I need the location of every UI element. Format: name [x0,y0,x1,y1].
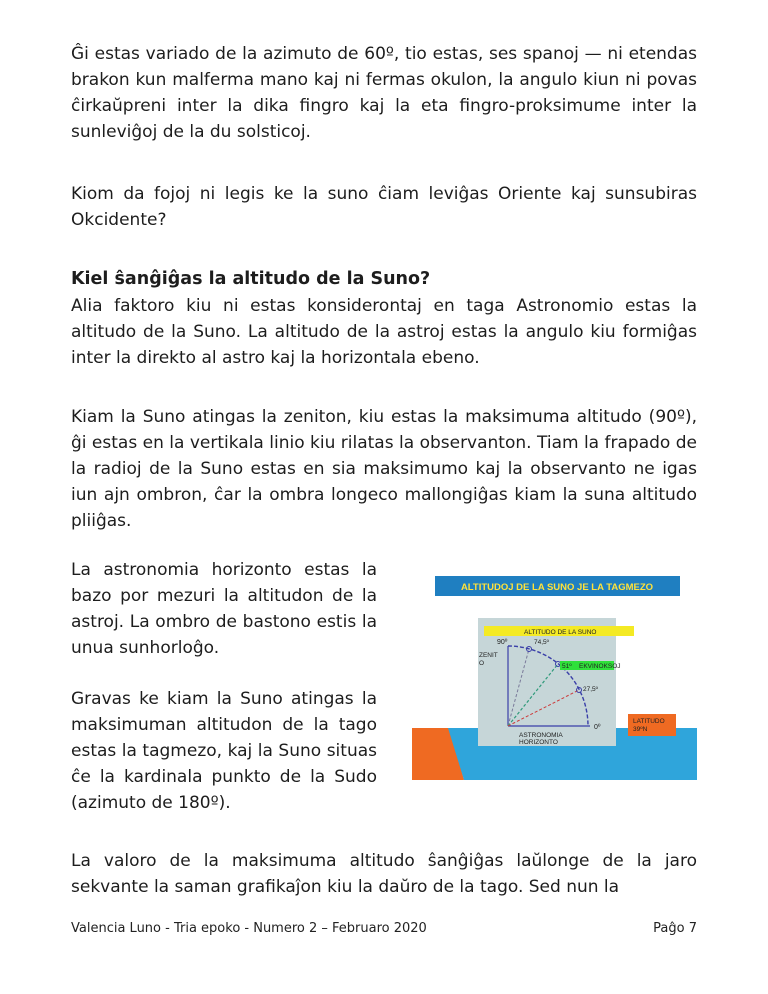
paragraph-sunrise-question: Kiom da fojoj ni legis ke la suno ĉiam leviĝas Oriente kaj sunsubiras Okcidente? [71,184,697,230]
altitude-label: ALTITUDO DE LA SUNO [524,629,597,636]
sun-altitude-diagram [412,574,697,782]
equinox-angle: 51º [562,663,572,670]
paragraph-max-altitude: La valoro de la maksimuma altitudo ŝanĝiĝas laŭlonge de la jaro sekvante la saman grafikaĵon kiu la daŭro de la tago. Sed nun la [71,851,697,897]
latitude-value: 39ºN [633,726,648,733]
paragraph-zenith: Kiam la Suno atingas la zeniton, kiu estas la maksimuma altitudo (90º), ĝi estas en la vertikala linio kiu rilatas la observanton. Tiam la frapado de la radioj de la Suno estas en sia maksimumo kaj la observanto ne igas iun ajn ombron, ĉar la ombra longeco mallongiĝas kiam la suna altitudo pliiĝas. [71,407,697,531]
equinox-label: EKVINOKSOJ [579,663,621,670]
paragraph-noon: Gravas ke kiam la Suno atingas la maksimuman altitudon de la tago estas la tagmezo, kaj la Suno situas ĉe la kardinala punkto de la Sudo (azimuto de 180º). [71,689,377,813]
angle-74-5-label: 74,5º [534,639,550,646]
zenit-label-o: O [479,660,485,667]
section-heading: Kiel ŝanĝiĝas la altitudo de la Suno? [71,269,431,289]
footer-publication: Valencia Luno - Tria epoko - Numero 2 – Februaro 2020 [71,921,427,936]
paragraph-azimuth-variation: Ĝi estas variado de la azimuto de 60º, tio estas, ses spanoj — ni etendas brakon kun malferma mano kaj ni fermas okulon, la angulo kiun ni povas ĉirkaŭpreni inter la dika fingro kaj la eta fingro-proksimume inter la sunleviĝoj de la du solsticoj. [71,44,697,142]
angle-27-5-label: 27,5º [583,686,599,693]
paragraph-horizon: La astronomia horizonto estas la bazo por mezuri la altitudon de la astroj. La ombro de bastono estis la unua sunhorloĝo. [71,560,377,658]
zenit-label: ZENIT [479,652,498,659]
footer-page-number: Paĝo 7 [653,921,697,936]
latitude-label: LATITUDO [633,718,665,725]
horizon-label-line2: HORIZONTO [519,739,558,746]
sun-altitude-figure [412,574,697,782]
angle-90-label: 90º [497,639,508,646]
figure-title: ALTITUDOJ DE LA SUNO JE LA TAGMEZO [460,582,654,593]
paragraph-altitude-definition: Alia faktoro kiu ni estas konsiderontaj en taga Astronomio estas la altitudo de la Suno. La altitudo de la astroj estas la angulo kiu formiĝas inter la direkto al astro kaj la horizontala ebeno. [71,296,697,368]
angle-0-label: 0º [594,724,601,731]
horizon-label-line1: ASTRONOMIA [519,732,563,739]
